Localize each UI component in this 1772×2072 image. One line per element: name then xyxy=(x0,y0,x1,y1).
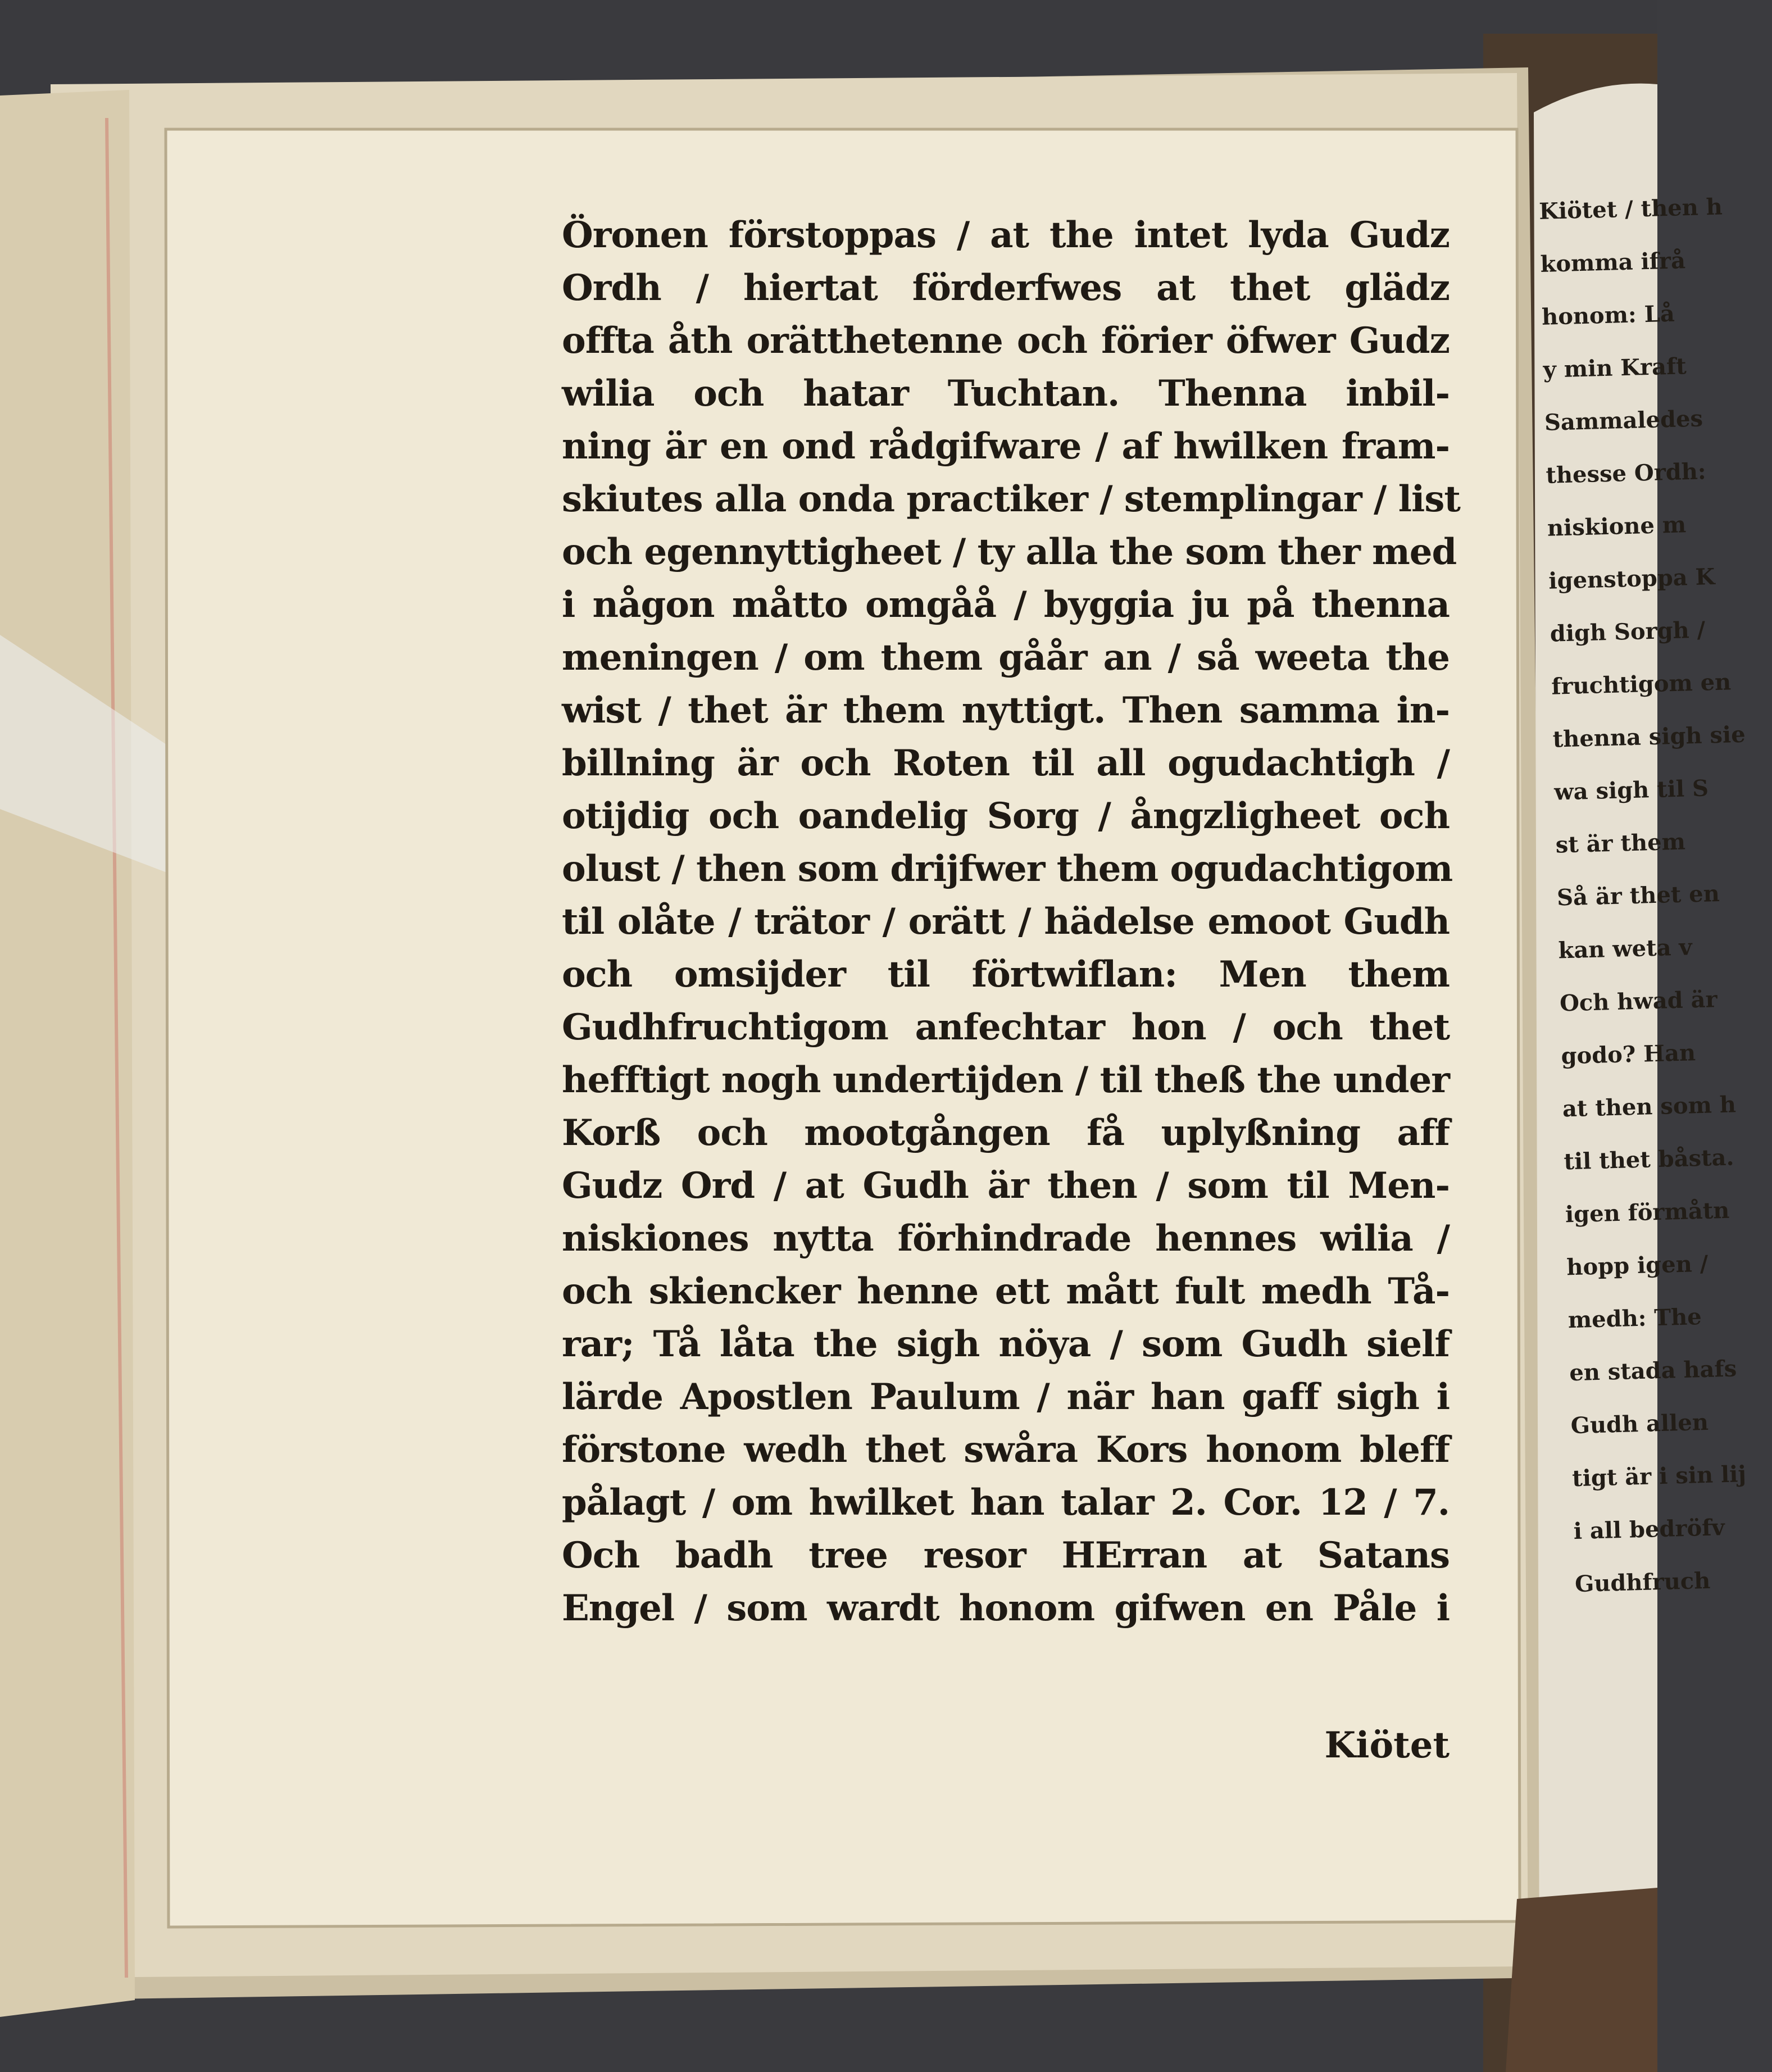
facing-text-line: honom: Lå xyxy=(1541,300,1675,330)
facing-text-line: igen förmåtn xyxy=(1565,1197,1730,1228)
facing-text-line: Så är thet en xyxy=(1556,880,1720,911)
text-line: rar; Tå låta the sigh nöya / som Gudh sielf xyxy=(562,1323,1450,1365)
facing-text-line: wa sigh til S xyxy=(1553,775,1709,806)
facing-text-line: Kiötet / then h xyxy=(1538,193,1723,225)
text-line: pålagt / om hwilket han talar 2. Cor. 12 / 7. xyxy=(562,1482,1450,1524)
text-line: i någon måtto omgåå / byggia ju på thenna xyxy=(562,584,1450,626)
text-line: til olåte / trätor / orätt / hädelse emoot Gudh xyxy=(562,901,1450,943)
text-line: niskiones nytta förhindrade hennes wilia / xyxy=(562,1217,1450,1260)
text-line: hefftigt nogh undertijden / til theß the under xyxy=(562,1059,1450,1101)
facing-text-line: til thet båsta. xyxy=(1563,1144,1734,1175)
text-line: Korß och mootgången få uplyßning aff xyxy=(562,1112,1450,1154)
facing-text-line: Sammaledes xyxy=(1544,405,1703,436)
text-line: Och badh tree resor HErran at Satans xyxy=(562,1534,1450,1576)
text-line: wist / thet är them nyttigt. Then samma in- xyxy=(562,689,1450,731)
text-line: Gudhfruchtigom anfechtar hon / och thet xyxy=(562,1006,1450,1048)
facing-text-line: Och hwad är xyxy=(1559,986,1718,1017)
facing-text-line: en stada hafs xyxy=(1569,1355,1737,1387)
facing-text-line: tigt är i sin lij xyxy=(1571,1461,1747,1492)
catchword: Kiötet xyxy=(1324,1724,1450,1766)
text-line: wilia och hatar Tuchtan. Thenna inbil- xyxy=(562,372,1450,415)
text-line: olust / then som drijfwer them ogudachtigom xyxy=(562,848,1453,890)
text-line: Gudz Ord / at Gudh är then / som til Men- xyxy=(562,1165,1450,1207)
facing-text-line: komma ifrå xyxy=(1540,247,1686,278)
text-line: Ordh / hiertat förderfwes at thet glädz xyxy=(562,267,1450,309)
text-line: meningen / om them gåår an / så weeta the xyxy=(562,637,1450,679)
main-page-text xyxy=(562,209,1460,1635)
facing-text-line: thesse Ordh: xyxy=(1545,458,1707,489)
facing-text-line: igenstoppa K xyxy=(1548,564,1715,594)
text-line: Engel / som wardt honom gifwen en Påle i xyxy=(562,1587,1450,1629)
facing-text-line: hopp igen / xyxy=(1566,1250,1709,1281)
facing-text-line: y min Kraft xyxy=(1542,353,1687,383)
text-line: förstone wedh thet swåra Kors honom bleff xyxy=(562,1429,1450,1471)
facing-text-line: Gudh allen xyxy=(1570,1408,1709,1439)
text-line: billning är och Roten til all ogudachtigh / xyxy=(562,742,1450,784)
text-line: offta åth orätthetenne och förier öfwer Gudz xyxy=(562,320,1450,362)
text-line: och skiencker henne ett mått fult medh Tå- xyxy=(562,1270,1450,1312)
text-line: otijdig och oandelig Sorg / ångzligheet och xyxy=(562,795,1450,837)
text-line: lärde Apostlen Paulum / när han gaff sigh i xyxy=(562,1376,1450,1418)
text-line: Öronen förstoppas / at the intet lyda Gudz xyxy=(562,214,1450,256)
facing-text-line: thenna sigh sie xyxy=(1552,721,1746,753)
facing-text-line: godo? Han xyxy=(1560,1039,1696,1070)
facing-text-line: medh: The xyxy=(1567,1303,1702,1334)
facing-text-line: digh Sorgh / xyxy=(1550,616,1706,647)
facing-text-line: kan weta v xyxy=(1558,934,1693,964)
text-line: och omsijder til förtwiflan: Men them xyxy=(562,953,1450,996)
facing-text-line: fruchtigom en xyxy=(1551,669,1732,700)
facing-text-line: i all bedröfv xyxy=(1573,1514,1725,1545)
facing-text-line: at then som h xyxy=(1562,1091,1737,1123)
facing-text-line: st är them xyxy=(1555,828,1686,858)
facing-text-line: niskione m xyxy=(1547,511,1687,542)
text-line: skiutes alla onda practiker / stemplingar / list xyxy=(562,478,1460,520)
facing-text-line: Gudhfruch xyxy=(1574,1567,1711,1598)
text-line: ning är en ond rådgifware / af hwilken fram- xyxy=(562,425,1450,467)
text-line: och egennyttigheet / ty alla the som ther med xyxy=(562,531,1457,573)
